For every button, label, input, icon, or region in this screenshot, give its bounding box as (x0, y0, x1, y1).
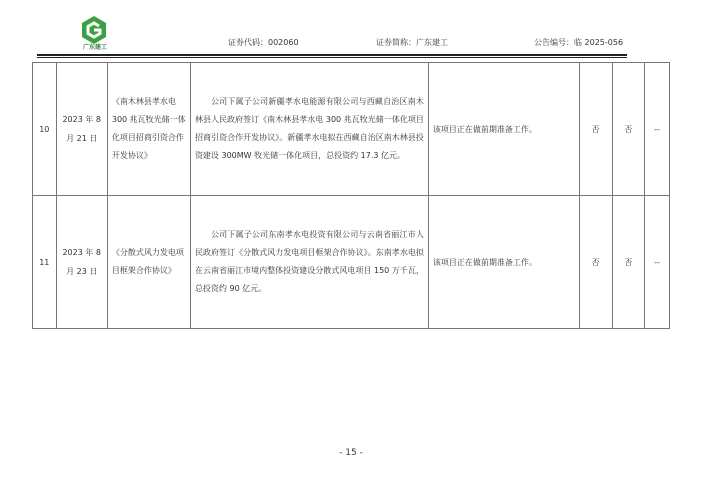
stock-code: 证券代码：002060 (228, 38, 299, 47)
cell-c: -- (645, 196, 670, 329)
header-rule-thick (37, 54, 627, 56)
cell-a: 否 (579, 196, 612, 329)
header-rule-thin (37, 57, 627, 58)
page-number: - 15 - (339, 448, 363, 458)
agreement-table (32, 62, 670, 329)
row-number: 10 (33, 63, 57, 196)
cell-a: 否 (579, 63, 612, 196)
page-header (0, 0, 702, 60)
stock-name: 证券简称：广东建工 (376, 38, 448, 47)
cell-b: 否 (612, 196, 645, 329)
agreement-content: 公司下属子公司新疆孝水电能源有限公司与西藏自治区南木林县人民政府签订《南木林县孝水电 300 兆瓦牧光储一体化项目招商引资合作开发协议》。新疆孝水电拟在西藏自治区南木林县投资建设 300MW 牧光储一体化项目，总投资约 17.3 亿元。 (190, 63, 428, 196)
progress-status: 该项目正在做前期准备工作。 (428, 63, 579, 196)
sign-date: 2023 年 8 月 23 日 (56, 196, 107, 329)
sign-date: 2023 年 8 月 21 日 (56, 63, 107, 196)
logo-text: 广东建工 (82, 44, 107, 51)
table-row (33, 63, 670, 196)
table-row (33, 196, 670, 329)
cell-b: 否 (612, 63, 645, 196)
progress-status: 该项目正在做前期准备工作。 (428, 196, 579, 329)
agreement-content: 公司下属子公司东南孝水电投资有限公司与云南省丽江市人民政府签订《分散式风力发电项目框架合作协议》。东南孝水电拟在云南省丽江市境内整体投资建设分散式风电项目 150 万千瓦，总投资约 90 亿元。 (190, 196, 428, 329)
cell-c: -- (645, 63, 670, 196)
agreement-name: 《南木林县孝水电 300 兆瓦牧光储一体化项目招商引资合作开发协议》 (107, 63, 190, 196)
agreement-name: 《分散式风力发电项目框架合作协议》 (107, 196, 190, 329)
row-number: 11 (33, 196, 57, 329)
announcement-number: 公告编号：临 2025-056 (534, 38, 624, 47)
